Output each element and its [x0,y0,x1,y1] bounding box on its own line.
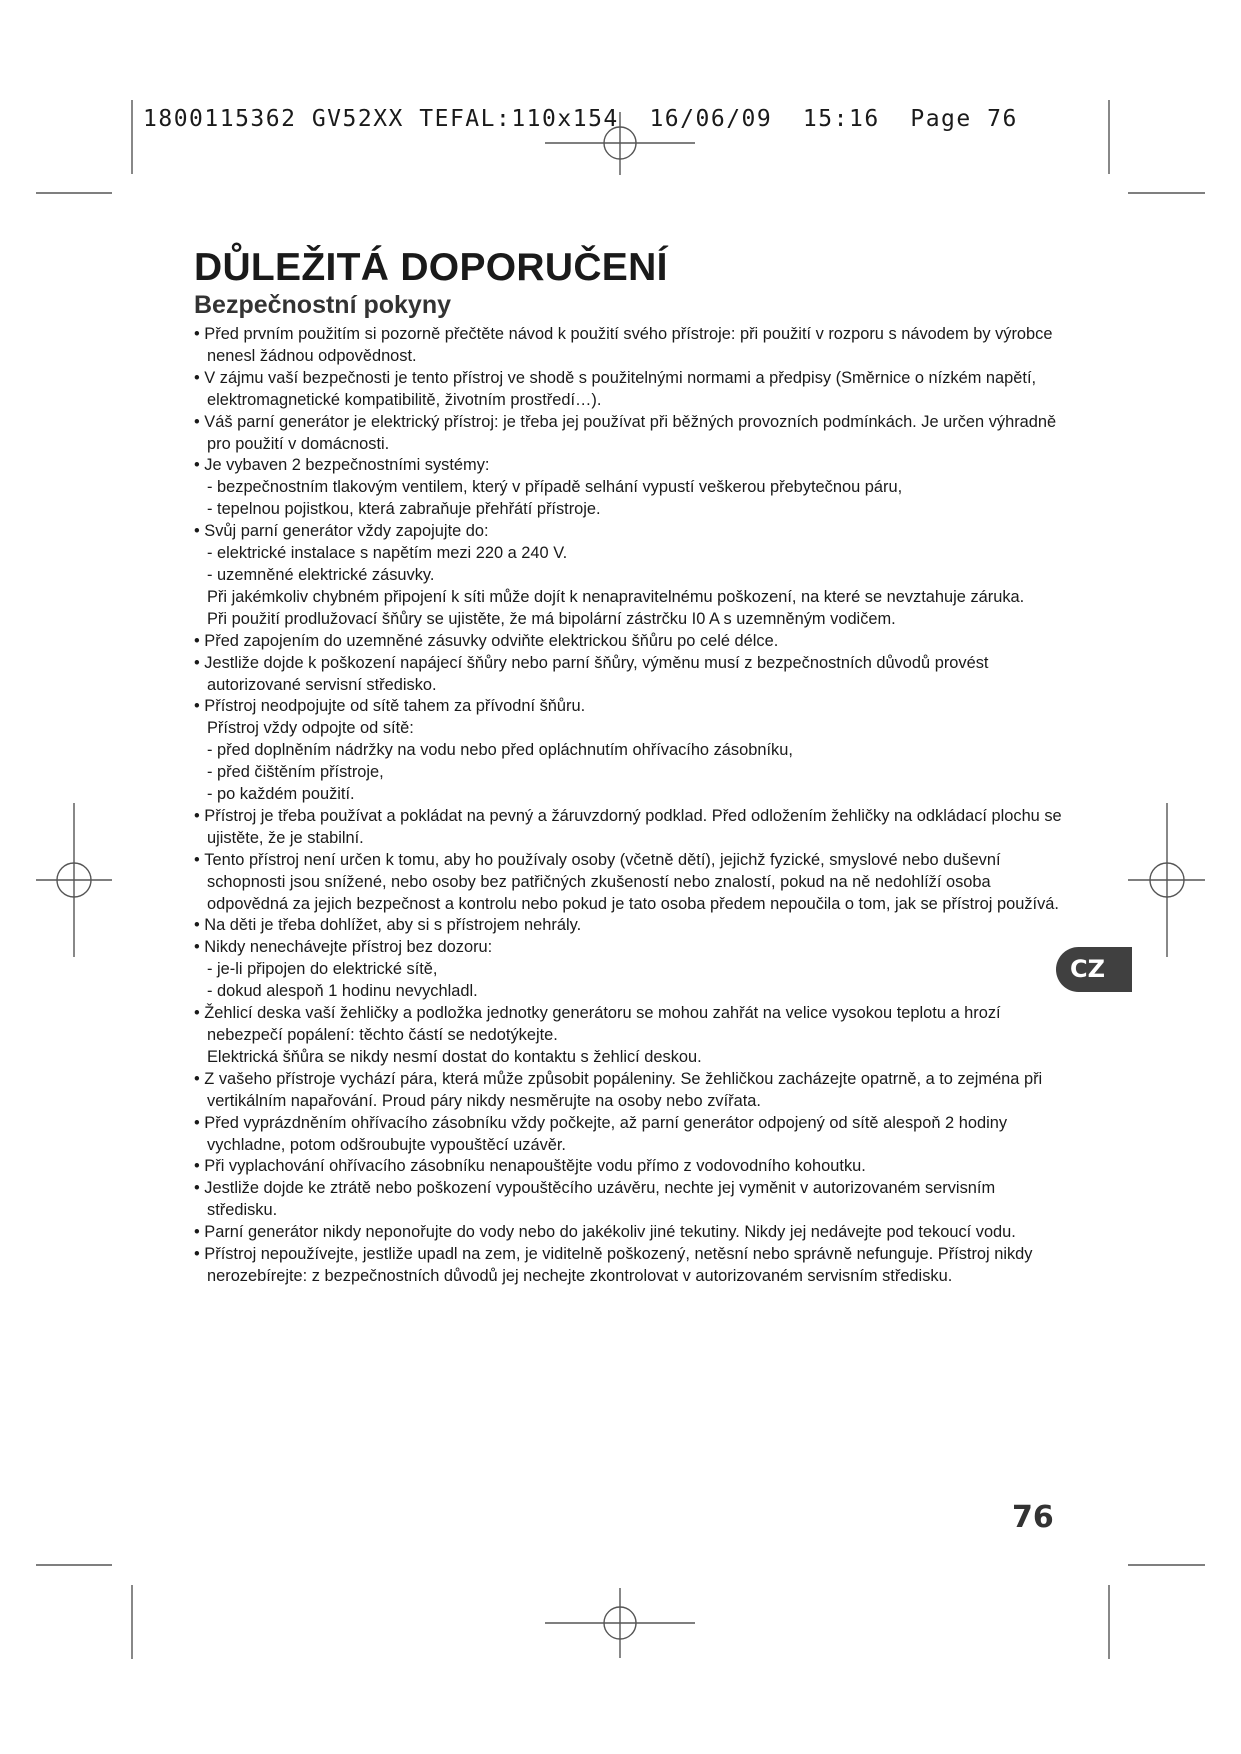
registration-mark-left [36,803,112,957]
page-number: 76 [1012,1500,1054,1535]
bullet-item: • Tento přístroj není určen k tomu, aby ho používaly osoby (včetně dětí), jejichž fyzické, smyslové nebo duševní schopnosti jsou snížené, nebo osoby bez patřičných zkušeností nebo znalostí, pokud na ně nedohlíží osoba odpovědná za jejich bezpečnost a kontrolu nebo pokud je tato osoba předem nepoučila o tom, jak se přístroj používá. [194,850,1064,916]
bullet-item: • Při vyplachování ohřívacího zásobníku nenapouštějte vodu přímo z vodovodního kohoutku. [194,1156,1064,1178]
bullet-item: • Svůj parní generátor vždy zapojujte do: [194,521,1064,543]
bullet-group [194,631,1064,719]
bullet-item: • Na děti je třeba dohlížet, aby si s přístrojem nehrály. [194,915,1064,937]
crop-mark-top-left [36,100,132,193]
bullet-item: • Nikdy nenechávejte přístroj bez dozoru: [194,937,1064,959]
bullet-group [194,521,1064,543]
sub-item: Přístroj vždy odpojte od sítě: [207,719,414,738]
bullet-group [194,324,1064,477]
bullet-item: • Z vašeho přístroje vychází pára, která může způsobit popáleniny. Se žehličkou zacházejte opatrně, a to zejména při vertikálním napařování. Proud páry nikdy nesměrujte na osoby nebo zvířata. [194,1069,1064,1113]
main-content [194,246,1064,1288]
bullet-item: • Váš parní generátor je elektrický přístroj: je třeba jej používat při běžných provozních podmínkách. Je určen výhradně pro použití v domácnosti. [194,412,1064,456]
bullet-item: • Je vybaven 2 bezpečnostními systémy: [194,455,1064,477]
bullet-item: • Před vyprázdněním ohřívacího zásobníku vždy počkejte, až parní generátor odpojený od sítě alespoň 2 hodiny vychladne, potom odšroubujte vypouštěcí uzávěr. [194,1113,1064,1157]
language-tab: CZ [1056,947,1132,992]
crop-mark-top-right [1109,100,1205,193]
bullet-group [194,806,1064,959]
section-subtitle: Bezpečnostní pokyny [194,291,451,319]
sub-item: - tepelnou pojistkou, která zabraňuje přehřátí přístroje. [207,500,601,519]
sub-item: Elektrická šňůra se nikdy nesmí dostat do kontaktu s žehlicí deskou. [207,1047,702,1066]
sub-item: Při jakémkoliv chybném připojení k síti může dojít k nenapravitelnému poškození, na které se nevztahuje záruka. [207,587,1025,606]
sub-item: - dokud alespoň 1 hodinu nevychladl. [207,982,478,1001]
sub-item: Při použití prodlužovací šňůry se ujistěte, že má bipolární zástrčku I0 A s uzemněným vodičem. [207,609,896,628]
sub-item: - před doplněním nádržky na vodu nebo před opláchnutím ohřívacího zásobníku, [207,741,793,760]
registration-mark-right [1128,803,1205,957]
sub-item: - uzemněné elektrické zásuvky. [207,565,435,584]
bullet-item: • Přístroj neodpojujte od sítě tahem za přívodní šňůru. [194,696,1064,718]
sub-item: - před čištěním přístroje, [207,763,384,782]
page-title: DŮLEŽITÁ DOPORUČENÍ [194,246,668,289]
sub-item: - bezpečnostním tlakovým ventilem, který v případě selhání vypustí veškerou přebytečnou páru, [207,478,903,497]
bullet-item: • Před prvním použitím si pozorně přečtěte návod k použití svého přístroje: při použití v rozporu s návodem by výrobce nenesl žádnou odpovědnost. [194,324,1064,368]
bullet-item: • Přístroj je třeba používat a pokládat na pevný a žáruvzdorný podklad. Před odložením žehličky na odkládací plochu se ujistěte, že je stabilní. [194,806,1064,850]
bullet-item: • Před zapojením do uzemněné zásuvky odviňte elektrickou šňůru po celé délce. [194,631,1064,653]
crop-mark-bottom-right [1109,1565,1205,1659]
bullet-item: • Přístroj nepoužívejte, jestliže upadl na zem, je viditelně poškozený, netěsní nebo správně nefunguje. Přístroj nikdy nerozebírejte: z bezpečnostních důvodů jej nechejte zkontrolovat v autorizovaném servisním středisku. [194,1244,1064,1288]
bullet-item: • Jestliže dojde ke ztrátě nebo poškození vypouštěcího uzávěru, nechte jej vyměnit v autorizovaném servisním středisku. [194,1178,1064,1222]
sub-item: - elektrické instalace s napětím mezi 220 a 240 V. [207,544,568,563]
safety-instructions-list [194,324,1064,1288]
sub-item: - po každém použití. [207,785,355,804]
bullet-group [194,1069,1064,1288]
bullet-item: • Parní generátor nikdy neponořujte do vody nebo do jakékoliv jiné tekutiny. Nikdy jej nedávejte pod tekoucí vodu. [194,1222,1064,1244]
bullet-group [194,1003,1064,1047]
sub-item: - je-li připojen do elektrické sítě, [207,960,438,979]
bullet-item: • V zájmu vaší bezpečnosti je tento přístroj ve shodě s použitelnými normami a předpisy (Směrnice o nízkém napětí, elektromagnetické kompatibilitě, životním prostředí…). [194,368,1064,412]
bullet-item: • Jestliže dojde k poškození napájecí šňůry nebo parní šňůry, výměnu musí z bezpečnostních důvodů provést autorizované servisní středisko. [194,653,1064,697]
print-header: 1800115362 GV52XX TEFAL:110x154 16/06/09 15:16 Page 76 [143,106,1018,132]
registration-mark-top [545,112,695,175]
bullet-item: • Žehlicí deska vaší žehličky a podložka jednotky generátoru se mohou zahřát na velice vysokou teplotu a hrozí nebezpečí popálení: těchto částí se nedotýkejte. [194,1003,1064,1047]
crop-mark-bottom-left [36,1565,132,1659]
registration-mark-bottom [545,1588,695,1658]
